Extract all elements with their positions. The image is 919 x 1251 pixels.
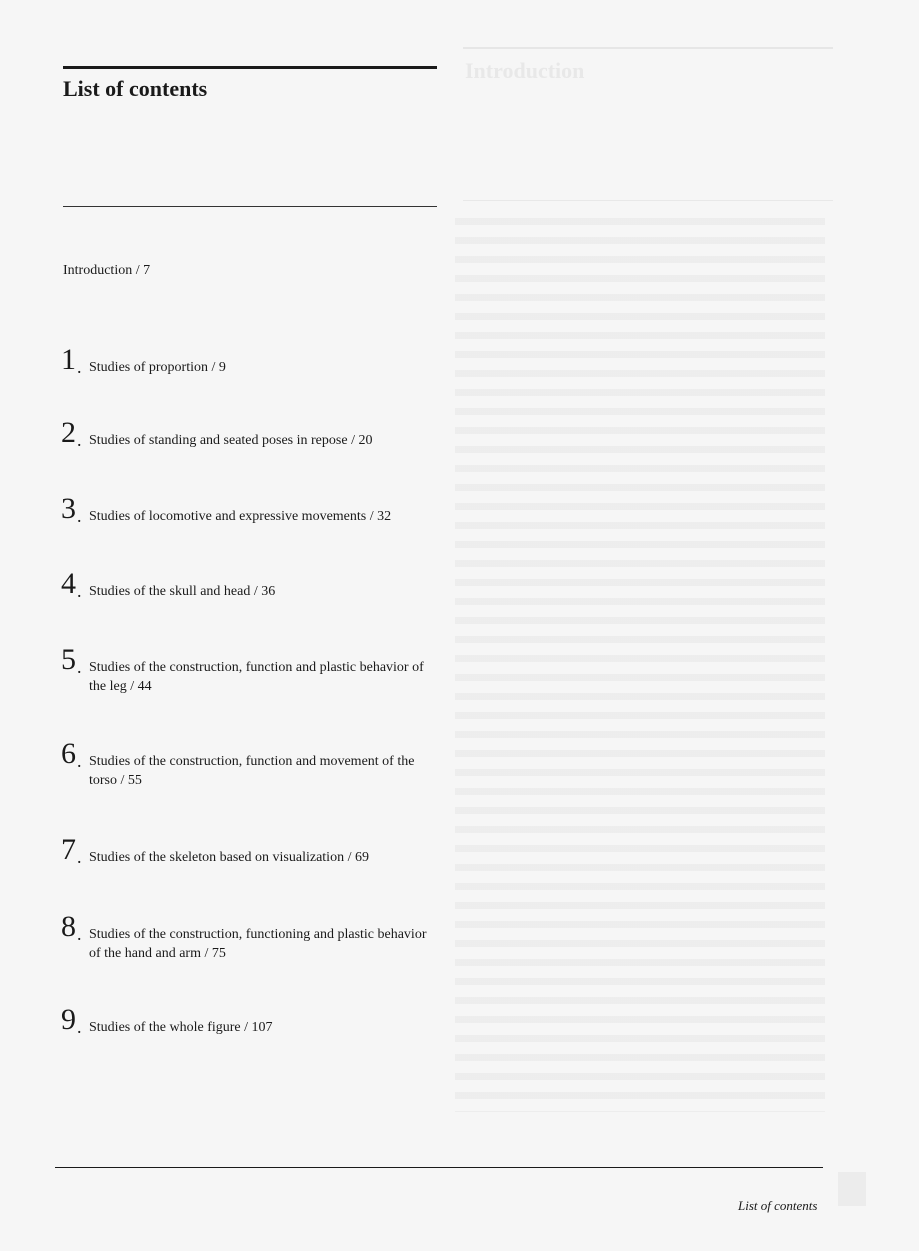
toc-entry-dot: . — [77, 430, 82, 450]
toc-entry-number: 6 — [61, 737, 76, 770]
toc-entry-number: 5 — [61, 643, 76, 676]
toc-entry-number: 4 — [61, 567, 76, 600]
footer-rule — [55, 1167, 823, 1168]
show-through-rule — [463, 200, 833, 201]
toc-entry-number: 7 — [61, 833, 76, 866]
top-rule — [63, 66, 437, 69]
toc-entry-dot: . — [77, 847, 82, 867]
show-through-text — [455, 212, 825, 1112]
toc-entry-number: 8 — [61, 910, 76, 943]
toc-entry-number: 2 — [61, 416, 76, 449]
toc-entry-dot: . — [77, 924, 82, 944]
toc-entry-title: Studies of locomotive and expressive movements / 32 — [89, 509, 392, 524]
toc-entry-dot: . — [77, 506, 82, 526]
toc-entry-dot: . — [77, 657, 82, 677]
toc-entry-title: Studies of the whole figure / 107 — [89, 1020, 273, 1035]
show-through-rule — [463, 47, 833, 49]
toc-entry-title: Studies of the skull and head / 36 — [89, 584, 276, 599]
toc-entry-title: Studies of the construction, function and movement of the torso / 55 — [89, 754, 415, 788]
toc-entry-title: Studies of the construction, functioning and plastic behavior of the hand and arm / 75 — [89, 927, 427, 961]
show-through-page-box — [838, 1172, 866, 1206]
toc-entry-dot: . — [77, 581, 82, 601]
divider-rule — [63, 206, 437, 207]
toc-entry-dot: . — [77, 751, 82, 771]
toc-entry-dot: . — [77, 357, 82, 377]
toc-entry-number: 9 — [61, 1003, 76, 1036]
toc-entry-title: Studies of standing and seated poses in repose / 20 — [89, 433, 373, 448]
show-through-title: Introduction — [465, 58, 585, 83]
toc-entry-number: 1 — [61, 343, 76, 376]
toc-entry-title: Studies of the skeleton based on visualization / 69 — [89, 850, 369, 865]
toc-entry-title: Studies of the construction, function and plastic behavior of the leg / 44 — [89, 660, 424, 694]
toc-entry-number: 3 — [61, 492, 76, 525]
toc-entry-introduction: Introduction / 7 — [63, 263, 151, 278]
running-footer: List of contents — [738, 1198, 818, 1213]
toc-entry-dot: . — [77, 1017, 82, 1037]
toc-entry-title: Studies of proportion / 9 — [89, 360, 226, 375]
page-title: List of contents — [63, 76, 208, 101]
